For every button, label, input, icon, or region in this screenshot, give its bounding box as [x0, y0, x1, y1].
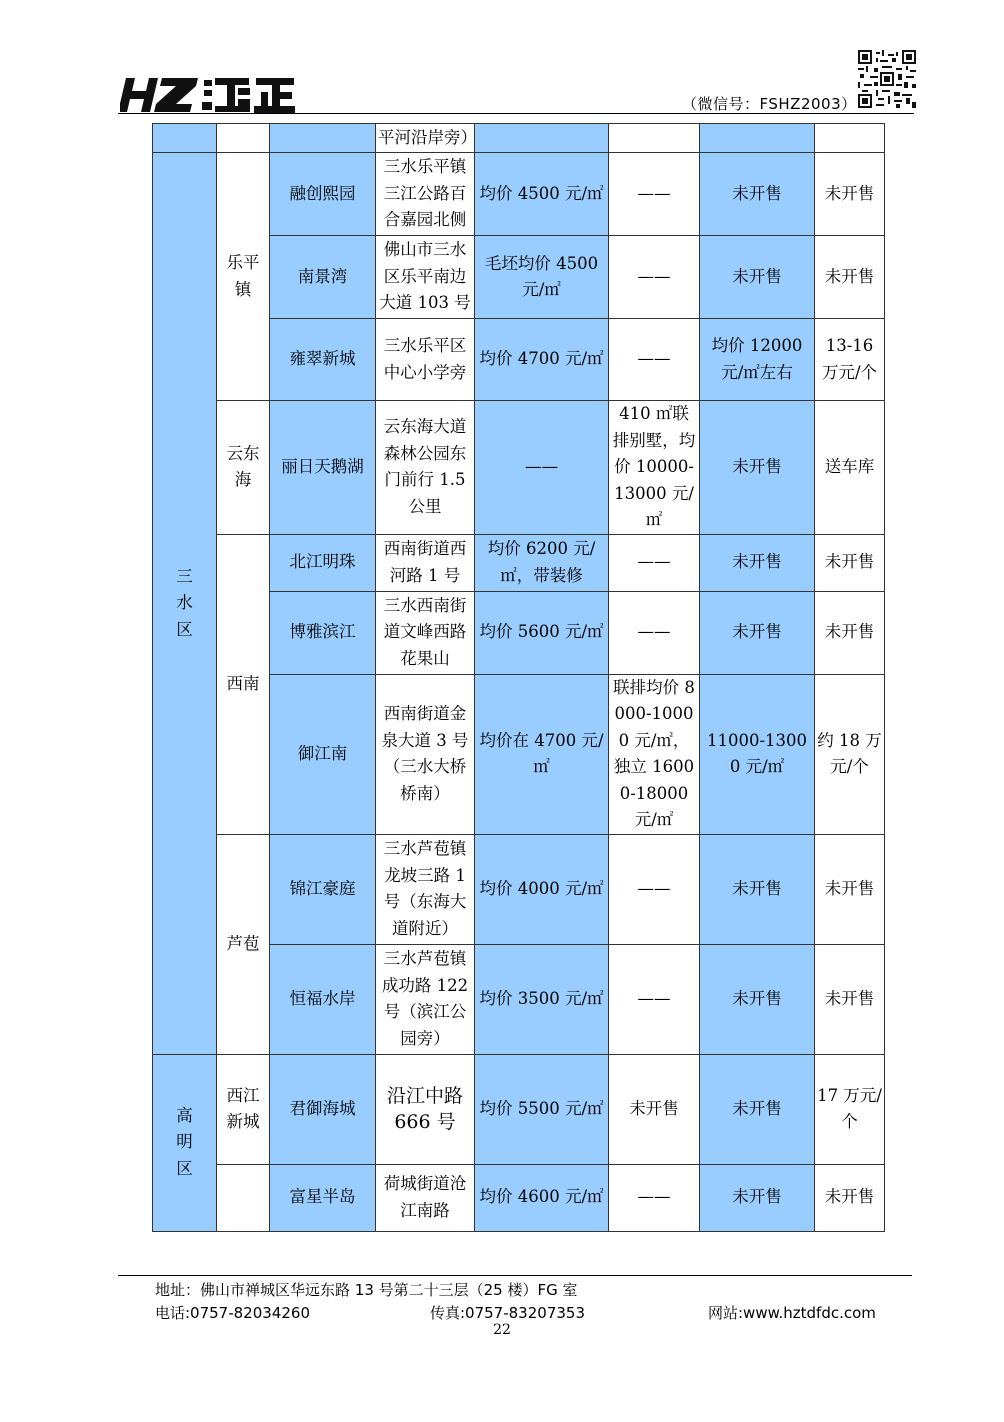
- project-address: 西南街道金泉大道 3 号（三水大桥桥南）: [376, 674, 475, 834]
- table-row: [153, 1164, 885, 1231]
- project-address: 西南街道西河路 1 号: [376, 534, 475, 591]
- project-address: 三水西南街道文峰西路花果山: [376, 591, 475, 674]
- villa-price: ——: [609, 534, 700, 591]
- parking-price: 13-16 万元/个: [815, 319, 885, 401]
- villa-price: ——: [609, 153, 700, 236]
- project-price: 均价 4500 元/㎡: [475, 153, 609, 236]
- wechat-id: （微信号：FSHZ2003）: [682, 95, 857, 113]
- parking-price: 未开售: [815, 153, 885, 236]
- parking-price: 约 18 万元/个: [815, 674, 885, 834]
- town-lubao: 芦苞: [217, 834, 270, 1054]
- project-price: ——: [475, 401, 609, 535]
- villa-price: 410 ㎡联排别墅，均价 10000-13000 元/㎡: [609, 401, 700, 535]
- qr-code-icon: [858, 50, 916, 108]
- project-address: 三水乐平镇三江公路百合嘉园北侧: [376, 153, 475, 236]
- parking-price: 未开售: [815, 1164, 885, 1231]
- shop-price: 未开售: [700, 401, 815, 535]
- villa-price: ——: [609, 236, 700, 319]
- project-address: 三水芦苞镇成功路 122 号（滨江公园旁）: [376, 944, 475, 1054]
- project-name: 恒福水岸: [270, 944, 376, 1054]
- table-row: [153, 534, 885, 591]
- footer-website: 网站:www.hztdfdc.com: [708, 1304, 876, 1322]
- shop-price: 未开售: [700, 834, 815, 944]
- town-xijiang: 西江 新城: [217, 1054, 270, 1164]
- shop-price-cell: [700, 124, 815, 153]
- footer-fax: 传真:0757-83207353: [430, 1304, 585, 1322]
- parking-price: 17 万元/个: [815, 1054, 885, 1164]
- table-row: [153, 401, 885, 535]
- town-leping: 乐平 镇: [217, 153, 270, 401]
- table-row: [153, 124, 885, 153]
- project-price: 均价在 4700 元/㎡: [475, 674, 609, 834]
- project-price: 均价 4600 元/㎡: [475, 1164, 609, 1231]
- project-address: 三水芦苞镇龙坡三路 1 号（东海大道附近）: [376, 834, 475, 944]
- page-number: 22: [493, 1322, 511, 1338]
- shop-price: 未开售: [700, 944, 815, 1054]
- shop-price: 未开售: [700, 534, 815, 591]
- shop-price: 未开售: [700, 153, 815, 236]
- project-address: 佛山市三水区乐平南边大道 103 号: [376, 236, 475, 319]
- parking-price-cell: [815, 124, 885, 153]
- project-price: 均价 4700 元/㎡: [475, 319, 609, 401]
- project-address: 三水乐平区中心小学旁: [376, 319, 475, 401]
- shop-price: 未开售: [700, 591, 815, 674]
- price-cell: [475, 124, 609, 153]
- shop-price: 均价 12000 元/㎡左右: [700, 319, 815, 401]
- project-price: 均价 6200 元/㎡，带装修: [475, 534, 609, 591]
- district-cell: [153, 124, 217, 153]
- parking-price: 送车库: [815, 401, 885, 535]
- table-row: [153, 1054, 885, 1164]
- project-name: 南景湾: [270, 236, 376, 319]
- town-xinan: 西南: [217, 534, 270, 834]
- header-divider: [118, 113, 914, 114]
- villa-price-cell: [609, 124, 700, 153]
- villa-price: ——: [609, 1164, 700, 1231]
- footer-divider: [118, 1275, 912, 1276]
- parking-price: 未开售: [815, 591, 885, 674]
- villa-price: 联排均价 8000-10000 元/㎡，独立 16000-18000 元/㎡: [609, 674, 700, 834]
- project-name-cell: [270, 124, 376, 153]
- project-price: 毛坯均价 4500 元/㎡: [475, 236, 609, 319]
- svg-text:HZ鸿正: HZ鸿正: [120, 72, 124, 73]
- shop-price: 未开售: [700, 236, 815, 319]
- project-name: 君御海城: [270, 1054, 376, 1164]
- project-name: 御江南: [270, 674, 376, 834]
- project-name: 锦江豪庭: [270, 834, 376, 944]
- project-name: 博雅滨江: [270, 591, 376, 674]
- parking-price: 未开售: [815, 534, 885, 591]
- town-cell: [217, 124, 270, 153]
- town-yundonghai: 云东 海: [217, 401, 270, 535]
- address-cell: 平河沿岸旁）: [376, 124, 475, 153]
- project-address: 荷城街道沧江南路: [376, 1164, 475, 1231]
- villa-price: ——: [609, 591, 700, 674]
- villa-price: 未开售: [609, 1054, 700, 1164]
- shop-price: 未开售: [700, 1054, 815, 1164]
- project-price: 均价 3500 元/㎡: [475, 944, 609, 1054]
- hongzheng-logo: [120, 72, 295, 116]
- project-name: 富星半岛: [270, 1164, 376, 1231]
- parking-price: 未开售: [815, 236, 885, 319]
- project-name: 雍翠新城: [270, 319, 376, 401]
- district-gaoming: 高 明 区: [153, 1054, 217, 1231]
- project-name: 融创熙园: [270, 153, 376, 236]
- project-name: 北江明珠: [270, 534, 376, 591]
- table-row: [153, 153, 885, 236]
- district-sanshui: 三 水 区: [153, 153, 217, 1055]
- villa-price: ——: [609, 319, 700, 401]
- footer-phone: 电话:0757-82034260: [155, 1304, 310, 1322]
- villa-price: ——: [609, 944, 700, 1054]
- project-address: 云东海大道森林公园东门前行 1.5 公里: [376, 401, 475, 535]
- project-name: 丽日天鹅湖: [270, 401, 376, 535]
- parking-price: 未开售: [815, 944, 885, 1054]
- project-price: 均价 5500 元/㎡: [475, 1054, 609, 1164]
- project-price: 均价 4000 元/㎡: [475, 834, 609, 944]
- shop-price: 未开售: [700, 1164, 815, 1231]
- footer-address: 地址：佛山市禅城区华远东路 13 号第二十三层（25 楼）FG 室: [155, 1281, 578, 1299]
- town-cell: [217, 1164, 270, 1231]
- property-price-table: [152, 123, 885, 1232]
- parking-price: 未开售: [815, 834, 885, 944]
- table-row: [153, 834, 885, 944]
- villa-price: ——: [609, 834, 700, 944]
- project-price: 均价 5600 元/㎡: [475, 591, 609, 674]
- project-address: 沿江中路 666 号: [376, 1054, 475, 1164]
- shop-price: 11000-13000 元/㎡: [700, 674, 815, 834]
